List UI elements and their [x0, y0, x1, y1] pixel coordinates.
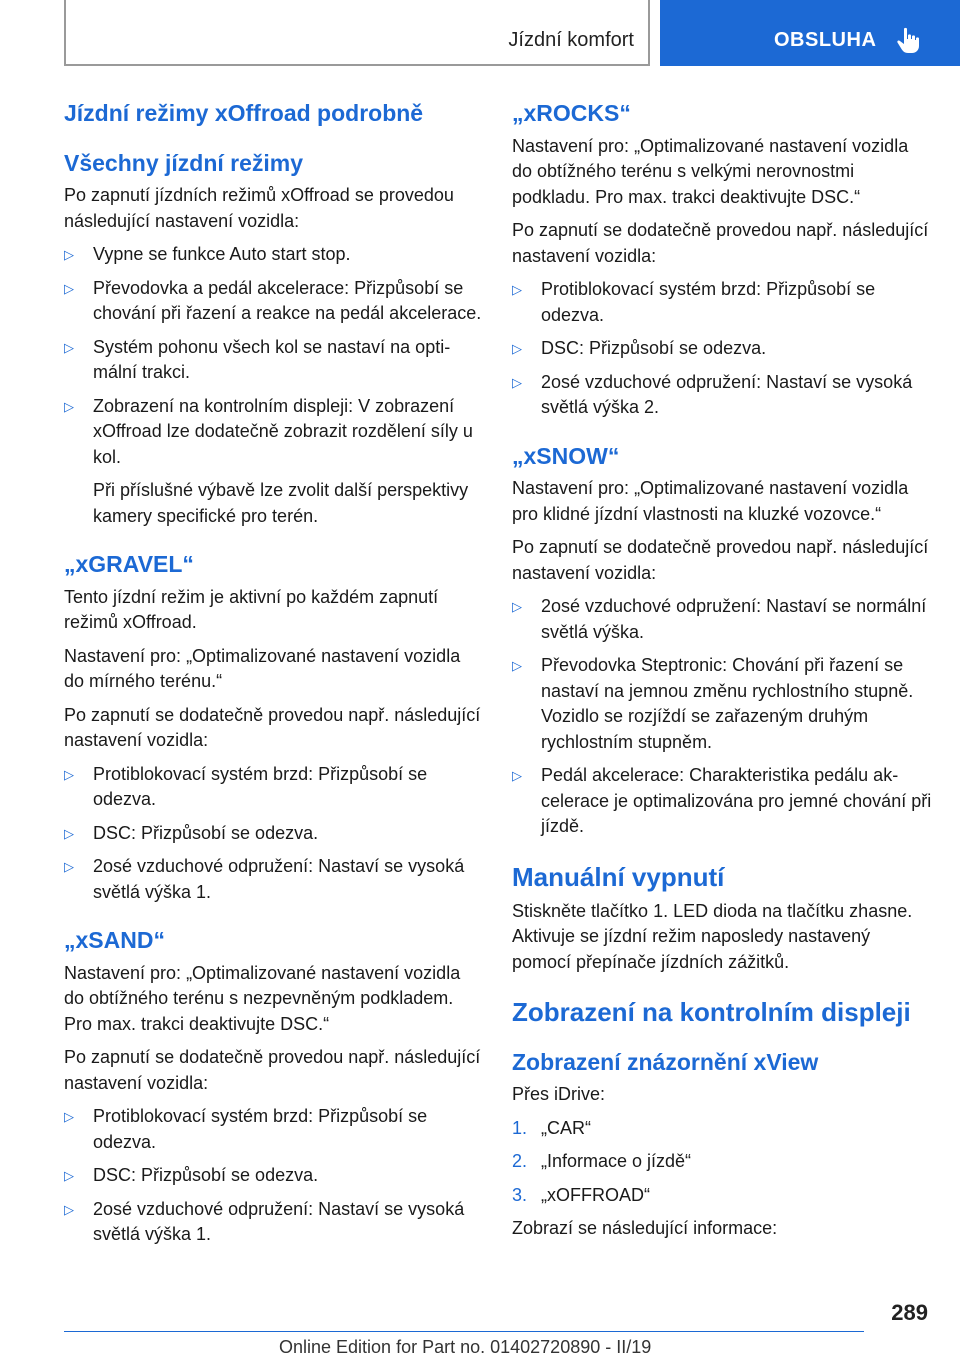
header-section-box [64, 0, 650, 66]
header-section-title: Jízdní komfort [508, 29, 634, 51]
gravel-list [64, 762, 484, 906]
list-item: ▷ Pedál akcelerace: Charakteristika pedálu akcelerace je optimalizována pro jemné chování při jízdě. [512, 763, 932, 840]
step-item: 1. „CAR“ [512, 1117, 591, 1138]
all-modes-list [64, 242, 484, 529]
list-item: ▷ DSC: Přizpůsobí se odezva. [512, 336, 932, 362]
rocks-text-1: Nastavení pro: „Optimalizované nastavení vozidla do obtížného terénu s velkými nerovnostmi podkladu. Pro max. trakci deaktivujte DSC.“ [512, 135, 909, 207]
list-item: ▷ DSC: Přizpůsobí se odezva. [64, 821, 484, 847]
display-heading: Zobrazení na kontrolním displeji [512, 997, 911, 1028]
idrive-intro: Přes iDrive: [512, 1084, 606, 1105]
hand-pointer-icon [896, 26, 922, 54]
snow-text-1: Nastavení pro: „Optimalizované nastavení vozidla pro klidné jízdní vlastnosti na kluzké vozovce.“ [512, 478, 909, 524]
xview-heading: Zobrazení znázornění xView [512, 1048, 819, 1075]
list-item: ▷ Protiblokovací systém brzd: Přizpůsobí se odezva. [64, 1104, 484, 1155]
gravel-text-1: Tento jízdní režim je aktivní po každém zapnutí režimů xOffroad. [64, 586, 439, 633]
display-outro: Zobrazí se následující informace: [512, 1218, 778, 1239]
list-item: ▷ Převodovka Steptronic: Chování při řazení se nastaví na jemnou změnu rychlostního stupně. Vozidlo se rozjíždí se zařazeným druhým rychlostním stupněm. [512, 653, 932, 755]
list-item: ▷ Protiblokovací systém brzd: Přizpůsobí se odezva. [512, 277, 932, 328]
list-item: ▷ Protiblokovací systém brzd: Přizpůsobí se odezva. [64, 762, 484, 813]
sand-list [64, 1104, 484, 1248]
left-column [64, 100, 484, 1256]
list-item: ▷ 2osé vzduchové odpružení: Nastaví se vysoká světlá výška 2. [512, 370, 932, 421]
sand-text-2: Po zapnutí se dodatečně provedou např. následující nastavení vozidla: [64, 1047, 481, 1093]
step-item: 3. „xOFFROAD“ [512, 1184, 650, 1205]
snow-text-2: Po zapnutí se dodatečně provedou např. následující nastavení vozidla: [512, 537, 929, 583]
page-number: 289 [891, 1300, 928, 1325]
gravel-text-3: Po zapnutí se dodatečně provedou např. následující nastavení vozidla: [64, 704, 481, 751]
step-item: 2. „Informace o jízdě“ [512, 1151, 692, 1172]
all-modes-heading: Všechny jízdní režimy [64, 149, 304, 176]
manual-off-text: Stiskněte tlačítko 1. LED dioda na tlačítku zhasne. Aktivuje se jízdní režim naposledy nastavený pomocí přepínače jízdních zážitků. [512, 900, 913, 972]
right-column [512, 100, 932, 1250]
footer-edition: Online Edition for Part no. 01402720890 - II/19 [279, 1337, 652, 1357]
rocks-text-2: Po zapnutí se dodatečně provedou např. následující nastavení vozidla: [512, 220, 929, 266]
chapter-tab-label: OBSLUHA [774, 29, 877, 51]
gravel-heading: „xGRAVEL“ [64, 551, 194, 578]
rocks-list [512, 277, 932, 421]
list-item: ▷ 2osé vzduchové odpružení: Nastaví se vysoká světlá výška 1. [64, 854, 484, 905]
list-item: ▷ Převodovka a pedál akcelerace: Přizpůsobí se chování při řazení a reakce na pedál akcelerace. [64, 276, 484, 327]
rocks-heading: „xROCKS“ [512, 100, 631, 126]
gravel-text-2: Nastavení pro: „Optimalizované nastavení vozidla do mírného terénu.“ [64, 645, 461, 692]
list-item: ▷ 2osé vzduchové odpružení: Nastaví se vysoká světlá výška 1. [64, 1197, 484, 1248]
idrive-steps [512, 1116, 932, 1209]
page-title: Jízdní režimy xOffroad podrobně [64, 100, 424, 126]
sand-text-1: Nastavení pro: „Optimalizované nastavení vozidla do obtížného terénu s nezpevněným podkladem. Pro max. trakci deaktivujte DSC.“ [64, 962, 461, 1034]
footer-divider [64, 1331, 864, 1332]
list-item-note: Při příslušné výbavě lze zvolit další perspektivy kamery specifické pro terén. [93, 480, 469, 526]
list-item: ▷ Vypne se funkce Auto start stop. [64, 242, 484, 268]
sand-heading: „xSAND“ [64, 927, 165, 954]
list-item: ▷ Systém pohonu všech kol se nastaví na optimální trakci. [64, 335, 484, 386]
snow-heading: „xSNOW“ [512, 442, 620, 469]
list-item: ▷ 2osé vzduchové odpružení: Nastaví se normální světlá výška. [512, 594, 932, 645]
list-item: ▷ DSC: Přizpůsobí se odezva. [64, 1163, 484, 1189]
chapter-tab [660, 0, 960, 66]
list-item: ▷ Zobrazení na kontrolním displeji: V zobrazení xOffroad lze dodatečně zobrazit rozdělení síly u kol. Při příslušné výbavě lze zvolit další perspektivy kamery specifické pro terén. [64, 394, 484, 530]
manual-off-heading: Manuální vypnutí [512, 861, 725, 892]
snow-list [512, 594, 932, 840]
all-modes-intro: Po zapnutí jízdních režimů xOffroad se provedou následující nastavení vozidla: [64, 185, 454, 231]
